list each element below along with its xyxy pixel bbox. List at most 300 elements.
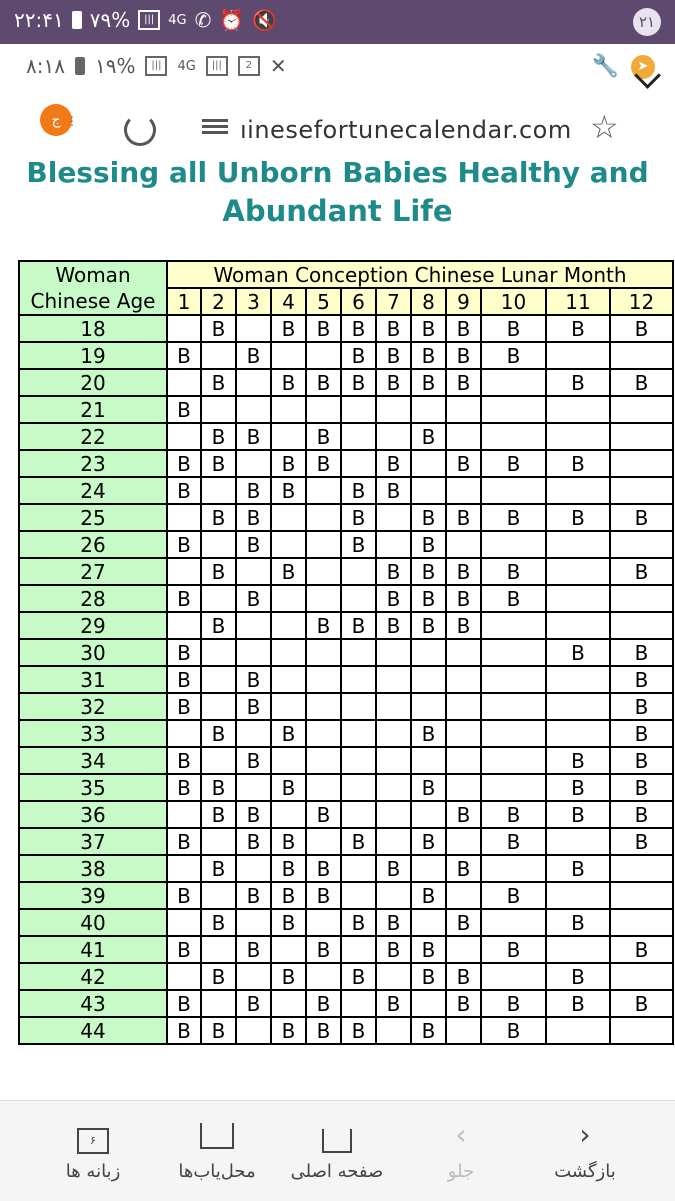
table-row [19,774,673,801]
month-cell [341,720,376,747]
month-cell: B [446,801,481,828]
month-cell: B [610,747,673,774]
month-header-cell: 5 [306,288,341,315]
month-cell: B [481,585,546,612]
month-cell: B [271,558,306,585]
month-cell [236,315,271,342]
month-cell [201,693,236,720]
month-cell: B [271,882,306,909]
inner-status-network: 4G [177,58,196,74]
table-row [19,531,673,558]
browser-app-icon[interactable]: ج [40,104,72,136]
inner-status-battery: ۱۹% [94,54,136,78]
month-cell: B [376,612,411,639]
month-cell [167,801,201,828]
month-cell [271,936,306,963]
month-cell [236,369,271,396]
month-header: Woman Conception Chinese Lunar Month [167,261,673,288]
age-cell: 42 [19,963,167,990]
month-cell [167,720,201,747]
month-cell [271,747,306,774]
month-cell: B [236,747,271,774]
home-button[interactable] [272,1115,402,1182]
table-row [19,1017,673,1044]
month-cell: B [446,963,481,990]
month-cell: B [271,963,306,990]
month-cell [446,747,481,774]
month-cell: B [167,585,201,612]
whatsapp-icon: ✆ [194,8,212,32]
month-cell [446,828,481,855]
month-header-cell: 7 [376,288,411,315]
month-cell: B [306,855,341,882]
month-cell: B [167,450,201,477]
month-cell [610,450,673,477]
month-cell: B [481,315,546,342]
month-cell [610,1017,673,1044]
month-cell [376,666,411,693]
month-header-cell: 6 [341,288,376,315]
month-cell: B [271,774,306,801]
age-cell: 36 [19,801,167,828]
month-cell [236,963,271,990]
month-cell [446,639,481,666]
table-row [19,639,673,666]
table-row [19,612,673,639]
inner-status-left [26,54,287,78]
month-cell [481,396,546,423]
page-heading-cut: Blessing all Unborn Babies Healthy and [26,156,649,189]
month-cell [271,693,306,720]
month-cell: B [341,315,376,342]
month-cell: B [411,612,446,639]
month-cell [481,774,546,801]
month-cell [546,558,610,585]
home-icon [322,1129,352,1153]
table-row [19,423,673,450]
month-cell [610,342,673,369]
table-row [19,369,673,396]
book-icon [200,1123,234,1149]
month-cell: B [546,639,610,666]
age-cell: 33 [19,720,167,747]
month-cell [610,477,673,504]
month-cell: B [411,315,446,342]
month-cell [411,801,446,828]
mute-icon: ✕ [269,54,287,78]
month-cell [167,558,201,585]
month-cell [306,396,341,423]
month-cell: B [306,1017,341,1044]
month-cell [341,396,376,423]
month-cell: B [411,828,446,855]
bookmarks-label: محل‌یاب‌ها [178,1161,256,1182]
age-cell: 25 [19,504,167,531]
month-cell [167,315,201,342]
month-cell: B [341,909,376,936]
age-cell: 35 [19,774,167,801]
month-header-cell: 11 [546,288,610,315]
reader-mode-icon[interactable] [202,116,228,136]
month-cell: B [411,963,446,990]
notification-count-badge[interactable]: ۲۱ [633,8,661,36]
month-cell: B [271,369,306,396]
month-cell [341,774,376,801]
month-cell [341,558,376,585]
month-cell [306,774,341,801]
month-cell: B [546,369,610,396]
back-label: بازگشت [554,1161,616,1182]
month-cell: B [201,909,236,936]
reload-icon[interactable] [124,114,156,146]
month-cell [610,855,673,882]
month-cell: B [546,315,610,342]
month-cell [610,612,673,639]
month-cell [271,531,306,558]
month-cell [167,423,201,450]
month-cell: B [376,477,411,504]
month-cell [201,342,236,369]
month-cell: B [167,774,201,801]
month-cell: B [376,558,411,585]
month-cell [411,855,446,882]
age-cell: 19 [19,342,167,369]
month-cell [610,423,673,450]
month-cell: B [481,504,546,531]
month-cell: B [481,558,546,585]
month-cell: B [167,342,201,369]
month-cell: B [271,450,306,477]
month-cell [610,531,673,558]
tabs-button[interactable] [28,1115,158,1182]
table-header-row [19,261,673,288]
month-cell [481,612,546,639]
month-cell [167,909,201,936]
month-cell: B [481,342,546,369]
month-cell [236,558,271,585]
month-cell [271,801,306,828]
month-cell: B [271,828,306,855]
age-header-line1: Woman [55,263,131,287]
month-cell [201,477,236,504]
month-header-cell: 1 [167,288,201,315]
table-row [19,504,673,531]
month-cell [376,774,411,801]
month-cell: B [376,855,411,882]
month-cell [306,558,341,585]
month-cell: B [167,828,201,855]
month-cell [341,423,376,450]
bookmarks-button[interactable] [152,1115,282,1182]
month-cell [481,423,546,450]
month-cell [201,882,236,909]
age-cell: 20 [19,369,167,396]
month-cell: B [306,990,341,1017]
chevron-left-icon: ‹ [455,1118,467,1151]
month-cell: B [306,801,341,828]
age-cell: 43 [19,990,167,1017]
forward-label: جلو [447,1161,475,1182]
month-cell: B [236,342,271,369]
month-cell: B [411,531,446,558]
table-row [19,585,673,612]
month-cell: B [167,666,201,693]
month-cell [341,666,376,693]
month-cell [376,531,411,558]
age-cell: 22 [19,423,167,450]
month-cell: B [411,936,446,963]
month-cell: B [411,585,446,612]
age-header-line2: Chinese Age [30,289,156,313]
month-cell [411,693,446,720]
month-cell [446,882,481,909]
month-cell: B [201,423,236,450]
month-cell [411,666,446,693]
month-cell: B [446,612,481,639]
month-cell [481,747,546,774]
month-cell: B [271,909,306,936]
month-cell [546,396,610,423]
month-cell [201,990,236,1017]
month-cell [376,801,411,828]
month-header-cell: 2 [201,288,236,315]
table-row [19,936,673,963]
month-cell: B [446,909,481,936]
month-cell: B [411,882,446,909]
month-cell: B [167,477,201,504]
table-row [19,315,673,342]
month-cell: B [201,450,236,477]
month-cell [546,423,610,450]
battery-icon [75,57,85,75]
month-cell: B [236,828,271,855]
month-cell: B [411,369,446,396]
month-cell [376,720,411,747]
month-cell [167,963,201,990]
month-cell: B [167,531,201,558]
bookmark-star-icon[interactable]: ☆ [590,108,619,146]
month-cell: B [201,801,236,828]
month-cell [306,963,341,990]
age-cell: 26 [19,531,167,558]
age-cell: 27 [19,558,167,585]
age-cell: 44 [19,1017,167,1044]
month-cell [546,828,610,855]
month-cell [306,909,341,936]
month-cell: B [610,315,673,342]
month-cell: B [481,801,546,828]
table-row [19,342,673,369]
month-cell [271,990,306,1017]
month-cell: B [446,450,481,477]
month-cell: B [201,855,236,882]
month-cell: B [306,369,341,396]
month-cell: B [610,639,673,666]
month-cell [376,396,411,423]
month-cell: B [167,882,201,909]
month-header-cell: 10 [481,288,546,315]
month-cell [341,639,376,666]
month-cell: B [481,828,546,855]
month-cell: B [167,990,201,1017]
month-cell: B [610,720,673,747]
month-cell: B [271,315,306,342]
month-cell: B [236,423,271,450]
month-cell: B [306,450,341,477]
bottom-navigation [0,1100,675,1201]
month-cell [341,747,376,774]
forward-button[interactable] [396,1115,526,1182]
age-cell: 21 [19,396,167,423]
month-cell [341,585,376,612]
month-cell [306,828,341,855]
month-cell: B [236,666,271,693]
month-cell [271,585,306,612]
table-row [19,720,673,747]
age-cell: 31 [19,666,167,693]
month-cell: B [341,1017,376,1044]
mute-icon: 🔇 [252,8,278,32]
tabs-icon: ۶ [77,1128,109,1154]
table-row [19,909,673,936]
month-cell [546,342,610,369]
month-cell [446,774,481,801]
month-cell: B [610,558,673,585]
month-cell [376,693,411,720]
month-cell: B [411,1017,446,1044]
month-cell: B [236,585,271,612]
age-cell: 38 [19,855,167,882]
month-cell: B [201,612,236,639]
month-cell [411,396,446,423]
month-cell [167,369,201,396]
month-cell: B [201,774,236,801]
menu-dots-icon[interactable]: ⋮ [66,114,78,128]
month-cell: B [610,828,673,855]
month-header-cell: 4 [271,288,306,315]
month-cell: B [271,1017,306,1044]
month-cell: B [446,558,481,585]
month-cell [201,936,236,963]
age-cell: 24 [19,477,167,504]
table-row [19,801,673,828]
month-cell [236,774,271,801]
month-cell [201,828,236,855]
month-cell [411,450,446,477]
signal-icon: ||| [138,10,160,30]
table-row [19,666,673,693]
month-cell: B [306,936,341,963]
month-cell: B [341,477,376,504]
month-cell: B [481,1017,546,1044]
table-row [19,882,673,909]
month-cell [306,747,341,774]
month-cell [236,1017,271,1044]
month-cell [546,882,610,909]
month-cell: B [546,774,610,801]
month-cell: B [236,531,271,558]
month-cell: B [546,909,610,936]
month-cell: B [546,504,610,531]
month-cell: B [201,369,236,396]
back-button[interactable] [520,1115,650,1182]
month-cell: B [446,315,481,342]
table-row [19,990,673,1017]
month-cell [411,639,446,666]
month-cell [341,855,376,882]
month-cell [481,531,546,558]
age-cell: 37 [19,828,167,855]
month-cell [341,801,376,828]
month-cell: B [376,585,411,612]
month-cell [446,720,481,747]
month-cell: B [446,585,481,612]
month-cell: B [481,990,546,1017]
month-cell: B [411,720,446,747]
month-cell [546,720,610,747]
month-cell: B [610,990,673,1017]
month-cell: B [376,315,411,342]
chevron-right-icon: › [579,1118,591,1151]
month-cell: B [271,477,306,504]
telegram-icon: ➤ [631,55,655,79]
month-cell [411,990,446,1017]
month-cell [271,612,306,639]
month-cell [546,477,610,504]
month-cell [236,909,271,936]
table-row [19,747,673,774]
age-cell: 18 [19,315,167,342]
month-cell: B [546,855,610,882]
conception-calendar-table [18,260,674,1045]
month-cell: B [306,612,341,639]
table-row [19,855,673,882]
month-cell: B [271,720,306,747]
month-cell [306,693,341,720]
month-cell [341,990,376,1017]
month-cell [481,477,546,504]
age-cell: 40 [19,909,167,936]
month-cell: B [341,342,376,369]
month-header-cell: 9 [446,288,481,315]
month-cell: B [446,369,481,396]
month-cell: B [610,369,673,396]
month-cell [546,612,610,639]
month-cell [201,396,236,423]
month-cell [341,450,376,477]
month-cell [306,342,341,369]
month-cell [341,882,376,909]
month-cell [236,720,271,747]
month-cell: B [167,1017,201,1044]
month-cell: B [201,963,236,990]
month-cell: B [167,396,201,423]
outer-status-network: 4G [168,12,187,28]
month-cell [271,342,306,369]
month-cell [236,396,271,423]
month-cell: B [610,693,673,720]
month-cell [341,693,376,720]
url-field[interactable]: ıinesefortunecalendar.com [240,116,572,144]
month-cell [376,423,411,450]
month-cell: B [201,1017,236,1044]
month-cell: B [306,315,341,342]
month-cell [376,747,411,774]
month-cell: B [481,450,546,477]
table-row [19,963,673,990]
age-cell: 32 [19,693,167,720]
month-header-cell: 3 [236,288,271,315]
